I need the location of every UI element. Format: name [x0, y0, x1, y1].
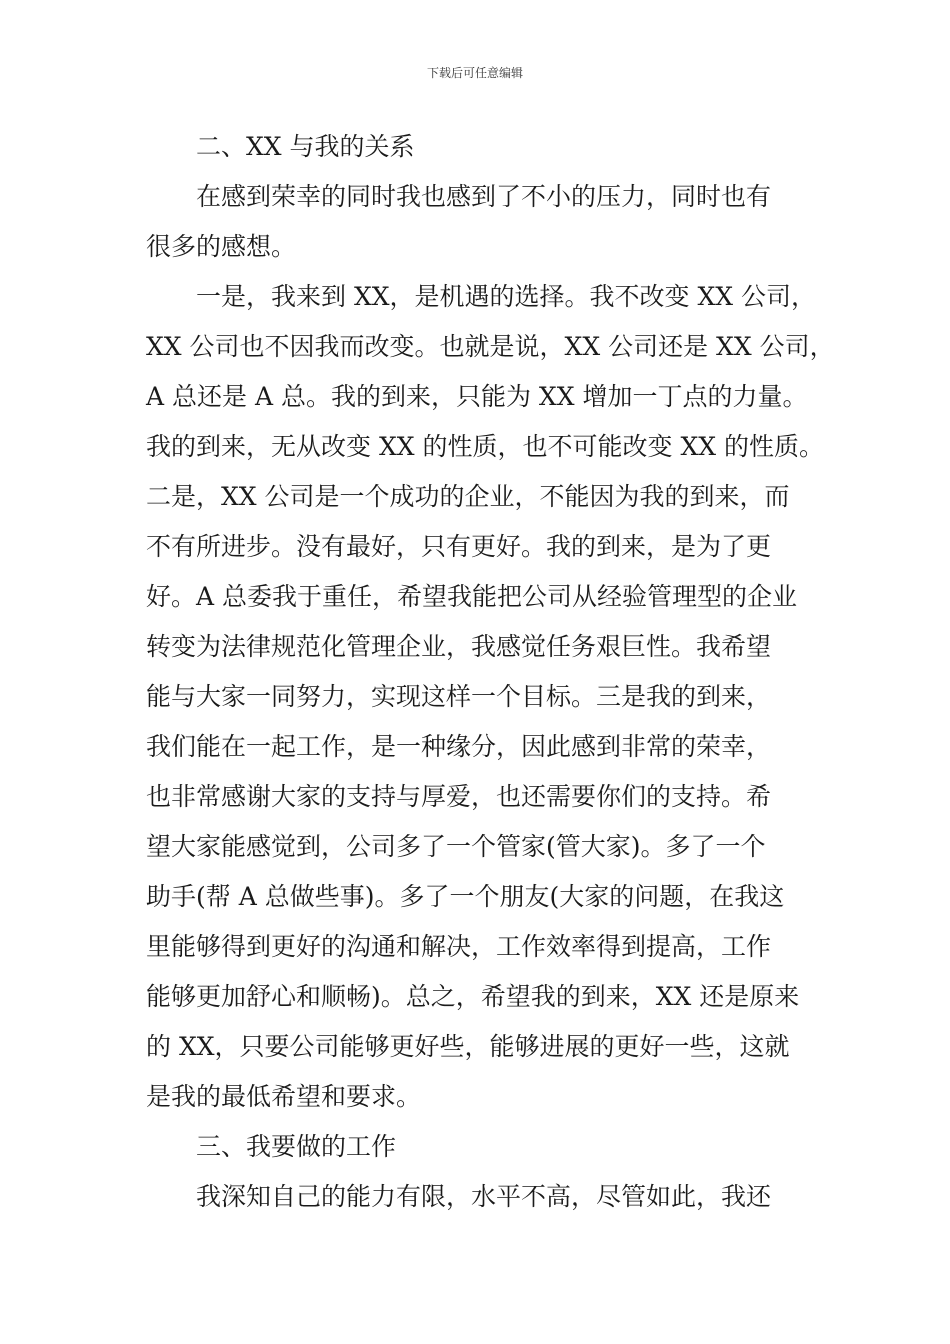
paragraph-line: 在感到荣幸的同时我也感到了不小的压力，同时也有 [196, 182, 772, 211]
paragraph-line: 我们能在一起工作，是一种缘分，因此感到非常的荣幸， [146, 732, 772, 761]
paragraph-line: 能与大家一同努力，实现这样一个目标。三是我的到来， [146, 682, 772, 711]
paragraph-line: XX 公司也不因我而改变。也就是说，XX 公司还是 XX 公司， [146, 332, 835, 361]
page-header: 下载后可任意编辑 [426, 66, 523, 80]
paragraph-line: 我的到来，无从改变 XX 的性质，也不可能改变 XX 的性质。 [146, 432, 824, 461]
section-heading-2: 二、XX 与我的关系 [196, 132, 415, 161]
paragraph-line: 二是，XX 公司是一个成功的企业，不能因为我的到来，而 [146, 482, 790, 511]
paragraph-line: 不有所进步。没有最好，只有更好。我的到来，是为了更 [146, 532, 772, 561]
paragraph-line: 是我的最低希望和要求。 [146, 1082, 422, 1111]
paragraph-line: 我深知自己的能力有限，水平不高，尽管如此，我还 [196, 1182, 772, 1211]
paragraph-line: 很多的感想。 [146, 232, 297, 261]
paragraph-line: 的 XX，只要公司能够更好些，能够进展的更好一些，这就 [146, 1032, 790, 1061]
paragraph-line: A 总还是 A 总。我的到来，只能为 XX 增加一丁点的力量。 [146, 382, 808, 411]
paragraph-line: 助手(帮 A 总做些事)。多了一个朋友(大家的问题，在我这 [146, 882, 785, 911]
paragraph-line: 一是，我来到 XX，是机遇的选择。我不改变 XX 公司， [196, 282, 817, 311]
paragraph-line: 里能够得到更好的沟通和解决，工作效率得到提高，工作 [146, 932, 772, 961]
paragraph-line: 能够更加舒心和顺畅)。总之，希望我的到来，XX 还是原来 [146, 982, 800, 1011]
document-body [146, 122, 835, 1222]
paragraph-line: 望大家能感觉到，公司多了一个管家(管大家)。多了一个 [146, 832, 766, 861]
section-heading-3: 三、我要做的工作 [196, 1132, 397, 1161]
paragraph-line: 好。A 总委我于重任，希望我能把公司从经验管理型的企业 [146, 582, 798, 611]
paragraph-line: 也非常感谢大家的支持与厚爱，也还需要你们的支持。希 [146, 782, 772, 811]
paragraph-line: 转变为法律规范化管理企业，我感觉任务艰巨性。我希望 [146, 632, 772, 661]
